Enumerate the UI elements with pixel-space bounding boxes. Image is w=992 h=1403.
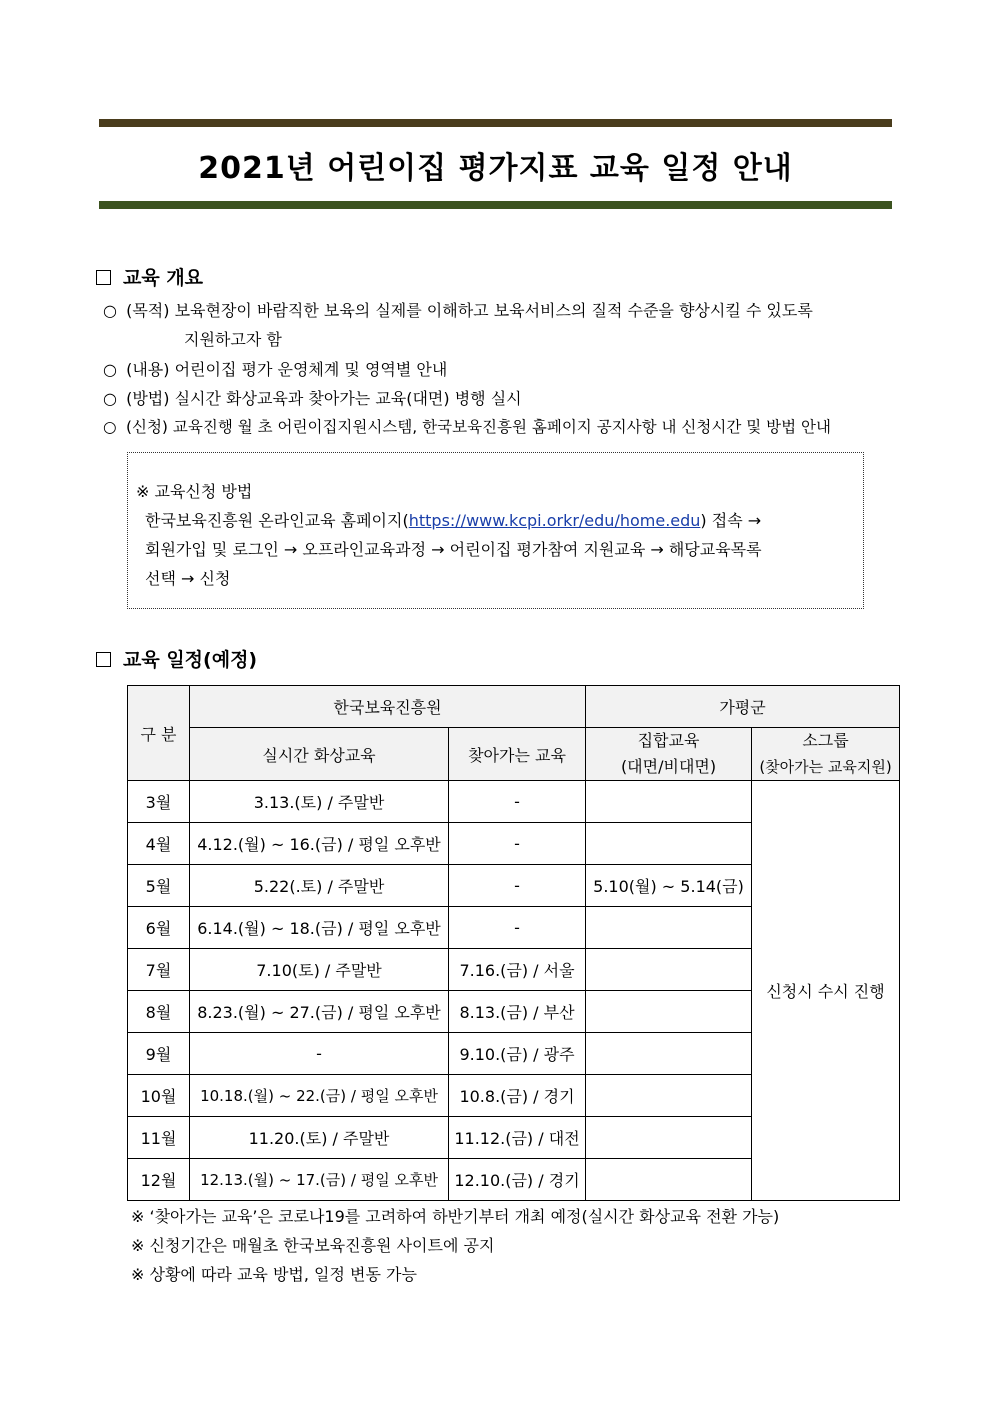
overview-item-content bbox=[103, 357, 447, 380]
visit-cell: 10.8.(금) / 경기 bbox=[449, 1075, 586, 1117]
section-heading-overview bbox=[96, 263, 203, 290]
visit-cell: 12.10.(금) / 경기 bbox=[449, 1159, 586, 1201]
month-cell: 6월 bbox=[128, 907, 190, 949]
header-category: 구 분 bbox=[128, 686, 190, 781]
circle-bullet-icon: ○ bbox=[103, 360, 117, 379]
month-cell: 4월 bbox=[128, 823, 190, 865]
group-cell bbox=[586, 823, 752, 865]
online-cell: 3.13.(토) / 주말반 bbox=[190, 781, 449, 823]
notice-line-1-post: ) 접속 → bbox=[700, 511, 762, 530]
header-small-line2: (찾아가는 교육지원) bbox=[759, 758, 892, 776]
group-cell bbox=[586, 781, 752, 823]
education-homepage-link[interactable]: https://www.kcpi.orkr/edu/home.edu bbox=[408, 511, 701, 530]
title-bottom-rule bbox=[99, 201, 892, 209]
notice-line-3: 선택 → 신청 bbox=[145, 569, 231, 588]
header-group-line1: 집합교육 bbox=[637, 731, 700, 750]
online-cell: 6.14.(월) ~ 18.(금) / 평일 오후반 bbox=[190, 907, 449, 949]
schedule-table bbox=[127, 685, 900, 1201]
month-cell: 11월 bbox=[128, 1117, 190, 1159]
square-bullet-icon bbox=[96, 270, 111, 285]
group-cell bbox=[586, 1117, 752, 1159]
online-cell: 12.13.(월) ~ 17.(금) / 평일 오후반 bbox=[190, 1159, 449, 1201]
visit-cell: - bbox=[449, 781, 586, 823]
month-cell: 5월 bbox=[128, 865, 190, 907]
header-visiting-education: 찾아가는 교육 bbox=[449, 728, 586, 781]
notice-title: ※ 교육신청 방법 bbox=[136, 482, 253, 501]
notice-line-1-pre: 한국보육진흥원 온라인교육 홈페이지( bbox=[145, 511, 409, 530]
item-text: 어린이집 평가 운영체계 및 영역별 안내 bbox=[174, 360, 448, 379]
group-cell bbox=[586, 991, 752, 1033]
application-notice-box bbox=[127, 452, 864, 609]
header-org-gapyeong: 가평군 bbox=[586, 686, 900, 728]
notice-line-1 bbox=[145, 508, 761, 531]
overview-item-purpose bbox=[103, 298, 813, 321]
header-online-education: 실시간 화상교육 bbox=[190, 728, 449, 781]
month-cell: 8월 bbox=[128, 991, 190, 1033]
group-cell bbox=[586, 1159, 752, 1201]
table-header-row bbox=[128, 686, 900, 728]
group-cell bbox=[586, 1075, 752, 1117]
header-small-line1: 소그룹 bbox=[802, 731, 849, 750]
item-text: 보육현장이 바람직한 보육의 실제를 이해하고 보육서비스의 질적 수준을 향상시킬 수 있도록 bbox=[174, 301, 813, 320]
notice-line-2: 회원가입 및 로그인 → 오프라인교육과정 → 어린이집 평가참여 지원교육 → 해당교육목록 bbox=[145, 540, 762, 559]
month-cell: 7월 bbox=[128, 949, 190, 991]
section-heading-schedule bbox=[96, 645, 257, 672]
item-label: (신청) bbox=[125, 418, 168, 436]
header-small-group bbox=[752, 728, 900, 781]
overview-item-apply bbox=[103, 415, 831, 437]
overview-item-method bbox=[103, 386, 522, 409]
visit-cell: - bbox=[449, 907, 586, 949]
online-cell: 8.23.(월) ~ 27.(금) / 평일 오후반 bbox=[190, 991, 449, 1033]
overview-item-purpose-cont: 지원하고자 함 bbox=[184, 330, 282, 349]
online-cell: - bbox=[190, 1033, 449, 1075]
group-cell: 5.10(월) ~ 5.14(금) bbox=[586, 865, 752, 907]
item-label: (목적) bbox=[126, 301, 170, 320]
circle-bullet-icon: ○ bbox=[103, 389, 117, 408]
item-label: (내용) bbox=[126, 360, 170, 379]
schedule-heading-label: 교육 일정(예정) bbox=[123, 649, 258, 671]
visit-cell: 7.16.(금) / 서울 bbox=[449, 949, 586, 991]
footnote-1: ※ ‘찾아가는 교육’은 코로나19를 고려하여 하반기부터 개최 예정(실시간 화상교육 전환 가능) bbox=[131, 1207, 780, 1226]
footnote-2: ※ 신청기간은 매월초 한국보육진흥원 사이트에 공지 bbox=[131, 1236, 495, 1255]
online-cell: 7.10(토) / 주말반 bbox=[190, 949, 449, 991]
header-group-line2: (대면/비대면) bbox=[620, 757, 717, 776]
visit-cell: - bbox=[449, 823, 586, 865]
circle-bullet-icon: ○ bbox=[103, 418, 117, 436]
small-group-cell: 신청시 수시 진행 bbox=[752, 781, 900, 1201]
group-cell bbox=[586, 907, 752, 949]
title-top-rule bbox=[99, 119, 892, 127]
square-bullet-icon bbox=[96, 652, 111, 667]
item-text: 실시간 화상교육과 찾아가는 교육(대면) 병행 실시 bbox=[174, 389, 522, 408]
item-label: (방법) bbox=[126, 389, 170, 408]
circle-bullet-icon: ○ bbox=[103, 301, 117, 320]
overview-heading-label: 교육 개요 bbox=[123, 267, 204, 289]
page-title: 2021년 어린이집 평가지표 교육 일정 안내 bbox=[198, 151, 793, 186]
header-org-kcpi: 한국보육진흥원 bbox=[190, 686, 586, 728]
month-cell: 12월 bbox=[128, 1159, 190, 1201]
visit-cell: 9.10.(금) / 광주 bbox=[449, 1033, 586, 1075]
online-cell: 4.12.(월) ~ 16.(금) / 평일 오후반 bbox=[190, 823, 449, 865]
footnote-3: ※ 상황에 따라 교육 방법, 일정 변동 가능 bbox=[131, 1265, 417, 1284]
online-cell: 5.22(.토) / 주말반 bbox=[190, 865, 449, 907]
group-cell bbox=[586, 1033, 752, 1075]
month-cell: 9월 bbox=[128, 1033, 190, 1075]
item-text: 교육진행 월 초 어린이집지원시스템, 한국보육진흥원 홈페이지 공지사항 내 신청시간 및 방법 안내 bbox=[172, 418, 831, 436]
table-subheader-row bbox=[128, 728, 900, 781]
online-cell: 11.20.(토) / 주말반 bbox=[190, 1117, 449, 1159]
month-cell: 3월 bbox=[128, 781, 190, 823]
visit-cell: 8.13.(금) / 부산 bbox=[449, 991, 586, 1033]
header-group-education bbox=[586, 728, 752, 781]
online-cell: 10.18.(월) ~ 22.(금) / 평일 오후반 bbox=[190, 1075, 449, 1117]
visit-cell: - bbox=[449, 865, 586, 907]
visit-cell: 11.12.(금) / 대전 bbox=[449, 1117, 586, 1159]
table-row bbox=[128, 781, 900, 823]
group-cell bbox=[586, 949, 752, 991]
month-cell: 10월 bbox=[128, 1075, 190, 1117]
